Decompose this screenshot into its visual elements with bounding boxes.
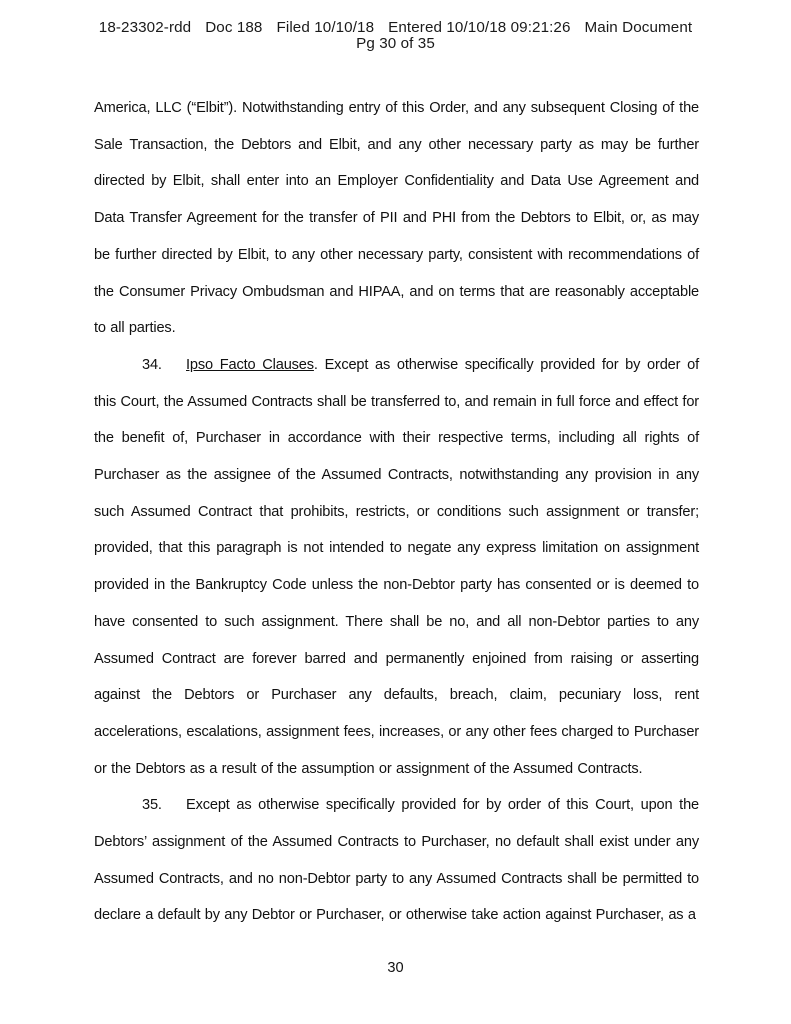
filing-header-line bbox=[0, 20, 791, 36]
paragraph-34-number: 34. bbox=[142, 356, 162, 373]
document-body bbox=[94, 90, 699, 934]
page-number: 30 bbox=[387, 960, 404, 976]
filed-date: Filed 10/10/18 bbox=[276, 19, 375, 36]
entered-date: Entered 10/10/18 09:21:26 bbox=[388, 19, 571, 36]
docket-number: Doc 188 bbox=[205, 19, 263, 36]
paragraph-35-number: 35. bbox=[142, 797, 162, 814]
case-number: 18-23302-rdd bbox=[98, 19, 192, 36]
continuation-paragraph: America, LLC (“Elbit”). Notwithstanding entry of this Order, and any subsequent Closing of the Sale Transaction, the Debtors and Elbit, and any other necessary party as may be further directed by Elbit, shall enter into an Employer Confidentiality and Data Use Agreement and Data Transfer Agreement for the transfer of PII and PHI from the Debtors to Elbit, or, as may be further directed by Elbit, to any other necessary party, consistent with recommendations of the Consumer Privacy Ombudsman and HIPAA, and on terms that are reasonably acceptable to all parties. bbox=[94, 100, 699, 337]
paragraph-35-text: Except as otherwise specifically provided for by order of this Court, upon the Debtors’ assignment of the Assumed Contracts to Purchaser, no default shall exist under any Assumed Contracts, and no non-Debtor party to any Assumed Contracts shall be permitted to declare a default by any Debtor or Purchaser, or otherwise take action against Purchaser, as a bbox=[94, 797, 699, 924]
filing-header bbox=[0, 20, 791, 52]
document-type: Main Document bbox=[584, 19, 693, 36]
page-of-total: Pg 30 of 35 bbox=[356, 35, 435, 52]
paragraph-35 bbox=[94, 787, 699, 934]
paragraph-34-text: . Except as otherwise specifically provided for by order of this Court, the Assumed Contracts shall be transferred to, and remain in full force and effect for the benefit of, Purchaser in accordance with their respective terms, including all rights of Purchaser as the assignee of the Assumed Contracts, notwithstanding any provision in any such Assumed Contract that prohibits, restricts, or conditions such assignment or transfer; provided, that this paragraph is not intended to negate any express limitation on assignment provided in the Bankruptcy Code unless the non-Debtor party has consented or is deemed to have consented to such assignment. There shall be no, and all non-Debtor parties to any Assumed Contract are forever barred and permanently enjoined from raising or asserting against the Debtors or Purchaser any defaults, breach, claim, pecuniary loss, rent accelerations, escalations, assignment fees, increases, or any other fees charged to Purchaser or the Debtors as a result of the assumption or assignment of the Assumed Contracts. bbox=[94, 356, 699, 777]
paragraph-34-heading: Ipso Facto Clauses bbox=[186, 356, 314, 373]
paragraph-34 bbox=[94, 347, 699, 787]
